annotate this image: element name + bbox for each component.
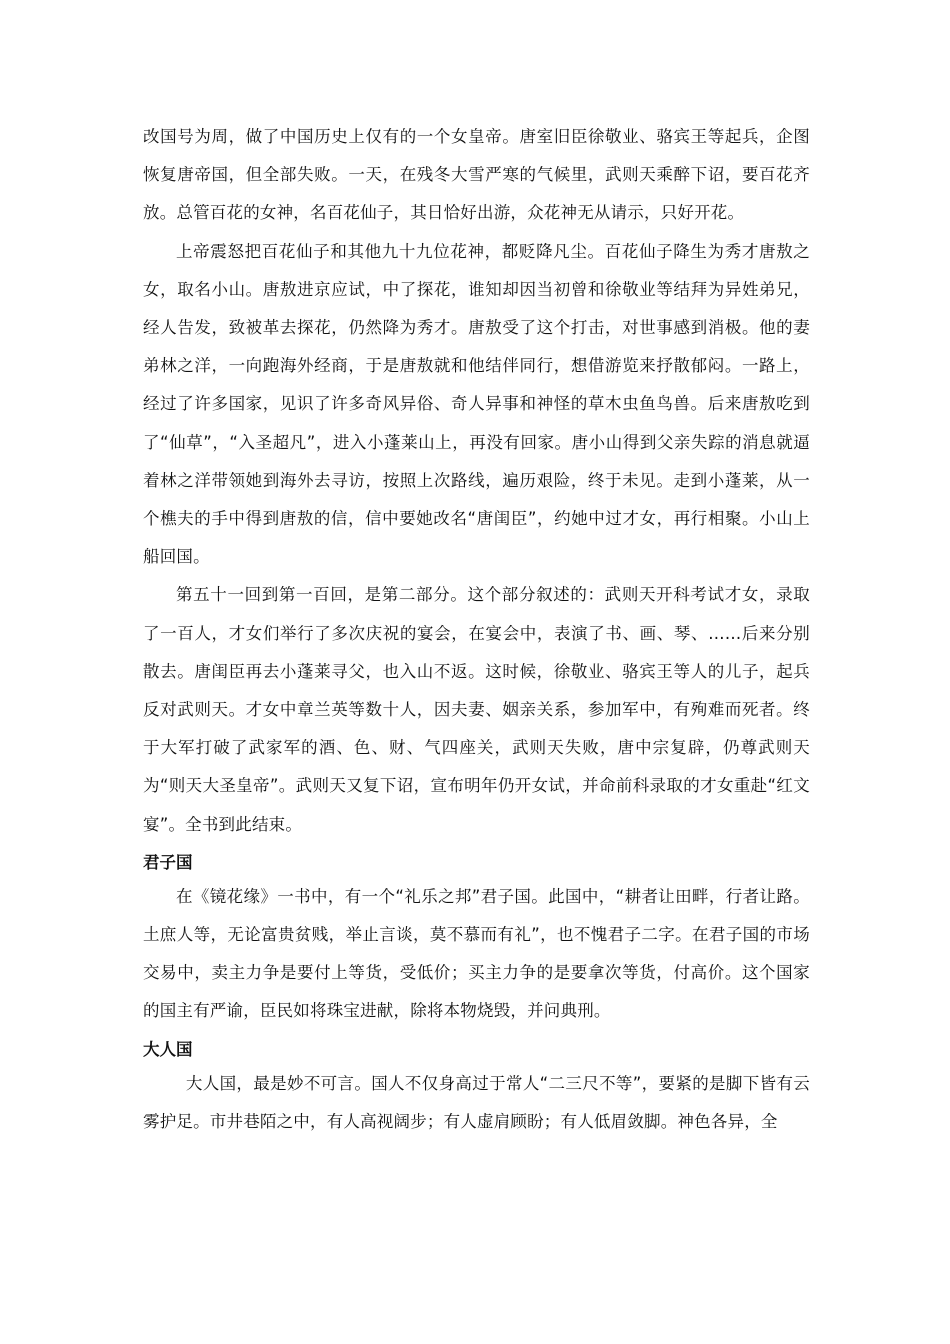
paragraph-junzi-guo: 在《镜花缘》一书中，有一个“礼乐之邦”君子国。此国中，“耕者让田畔，行者让路。土庶人等，无论富贵贫贱，举止言谈，莫不慕而有礼”，也不愧君子二字。在君子国的市场交易中，卖主力争是要付上等货，受低价；买主力争的是要拿次等货，付高价。这个国家的国主有严谕，臣民如将珠宝进献，除将本物烧毁，并问典刑。 bbox=[143, 886, 810, 1021]
document-page bbox=[143, 118, 810, 1141]
section-heading-daren-guo: 大人国 bbox=[143, 1039, 193, 1059]
paragraph-daren-guo: 大人国，最是妙不可言。国人不仅身高过于常人“二三尺不等”，要紧的是脚下皆有云雾护足。市井巷陌之中，有人高视阔步；有人虚肩顾盼；有人低眉敛脚。神色各异，全 bbox=[143, 1073, 810, 1131]
paragraph-plot-part-two: 第五十一回到第一百回，是第二部分。这个部分叙述的：武则天开科考试才女，录取了一百人，才女们举行了多次庆祝的宴会，在宴会中，表演了书、画、琴、……后来分别散去。唐闺臣再去小蓬莱寻父，也入山不返。这时候，徐敬业、骆宾王等人的儿子，起兵反对武则天。才女中章兰英等数十人，因夫妻、姻亲关系，参加军中，有殉难而死者。终于大军打破了武家军的酒、色、财、气四座关，武则天失败，唐中宗复辟，仍尊武则天为“则天大圣皇帝”。武则天又复下诏，宣布明年仍开女试，并命前科录取的才女重赴“红文宴”。全书到此结束。 bbox=[143, 585, 810, 834]
section-heading-junzi-guo: 君子国 bbox=[143, 852, 193, 872]
paragraph-continuation: 改国号为周，做了中国历史上仅有的一个女皇帝。唐室旧臣徐敬业、骆宾王等起兵，企图恢复唐帝国，但全部失败。一天，在残冬大雪严寒的气候里，武则天乘醉下诏，要百花齐放。总管百花的女神，名百花仙子，其日恰好出游，众花神无从请示，只好开花。 bbox=[143, 127, 810, 223]
paragraph-plot-part-one: 上帝震怒把百花仙子和其他九十九位花神，都贬降凡尘。百花仙子降生为秀才唐敖之女，取名小山。唐敖进京应试，中了探花，谁知却因当初曾和徐敬业等结拜为异姓弟兄，经人告发，致被革去探花，仍然降为秀才。唐敖受了这个打击，对世事感到消极。他的妻弟林之洋，一向跑海外经商，于是唐敖就和他结伴同行，想借游览来抒散郁闷。一路上，经过了许多国家，见识了许多奇风异俗、奇人异事和神怪的草木虫鱼鸟兽。后来唐敖吃到了“仙草”，“入圣超凡”，进入小蓬莱山上，再没有回家。唐小山得到父亲失踪的消息就逼着林之洋带领她到海外去寻访，按照上次路线，遍历艰险，终于未见。走到小蓬莱，从一个樵夫的手中得到唐敖的信，信中要她改名“唐闺臣”，约她中过才女，再行相聚。小山上船回国。 bbox=[143, 241, 810, 567]
